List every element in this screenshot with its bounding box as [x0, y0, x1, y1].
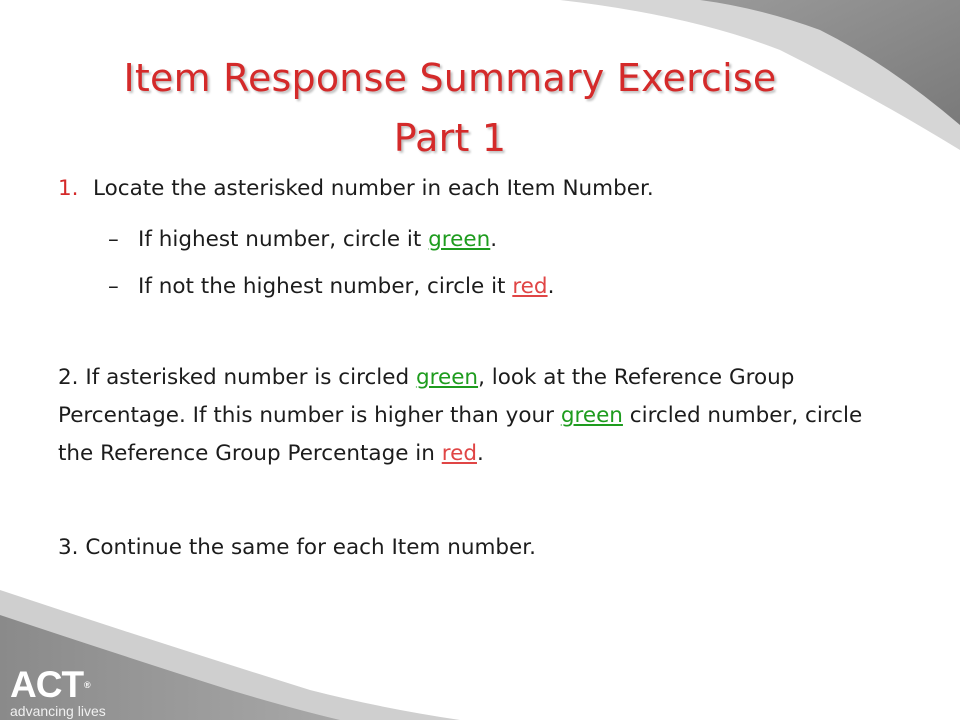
- logo-text: ACT: [10, 664, 84, 705]
- logo-tagline: advancing lives: [10, 703, 106, 719]
- step-2-text: 2. If asterisked number is circled: [58, 365, 416, 390]
- list-item-text: Locate the asterisked number in each Item Number.: [93, 176, 654, 201]
- sub-item-period: .: [547, 274, 555, 299]
- sub-item-text: If highest number, circle it: [138, 227, 429, 252]
- step-2-period: .: [476, 441, 484, 466]
- act-logo: [10, 664, 106, 719]
- title-line-1: Item Response Summary Exercise: [123, 56, 777, 100]
- step-2-text: circled number, circle the Reference Group Percentage in: [58, 403, 863, 466]
- green-word: green: [428, 227, 491, 252]
- list-item-1: [58, 176, 654, 201]
- sub-item-text: If not the highest number, circle it: [138, 274, 513, 299]
- sub-item-not-highest: [108, 274, 554, 299]
- slide-title: [60, 48, 840, 168]
- green-word: green: [560, 403, 623, 428]
- registered-mark: ®: [84, 680, 90, 690]
- paragraph-step-3: 3. Continue the same for each Item number.: [58, 535, 536, 560]
- dash-bullet: –: [108, 227, 119, 252]
- logo-wordmark: [10, 664, 106, 705]
- sub-item-period: .: [490, 227, 498, 252]
- title-line-2: Part 1: [393, 116, 507, 160]
- red-word: red: [441, 441, 477, 466]
- red-word: red: [512, 274, 548, 299]
- green-word: green: [415, 365, 479, 390]
- list-number: 1.: [58, 176, 79, 201]
- step-2-text: , look at the Reference Group Percentage. If this number is higher than your: [58, 365, 795, 428]
- sub-item-highest: [108, 227, 497, 252]
- paragraph-step-2: [58, 359, 898, 473]
- dash-bullet: –: [108, 274, 119, 299]
